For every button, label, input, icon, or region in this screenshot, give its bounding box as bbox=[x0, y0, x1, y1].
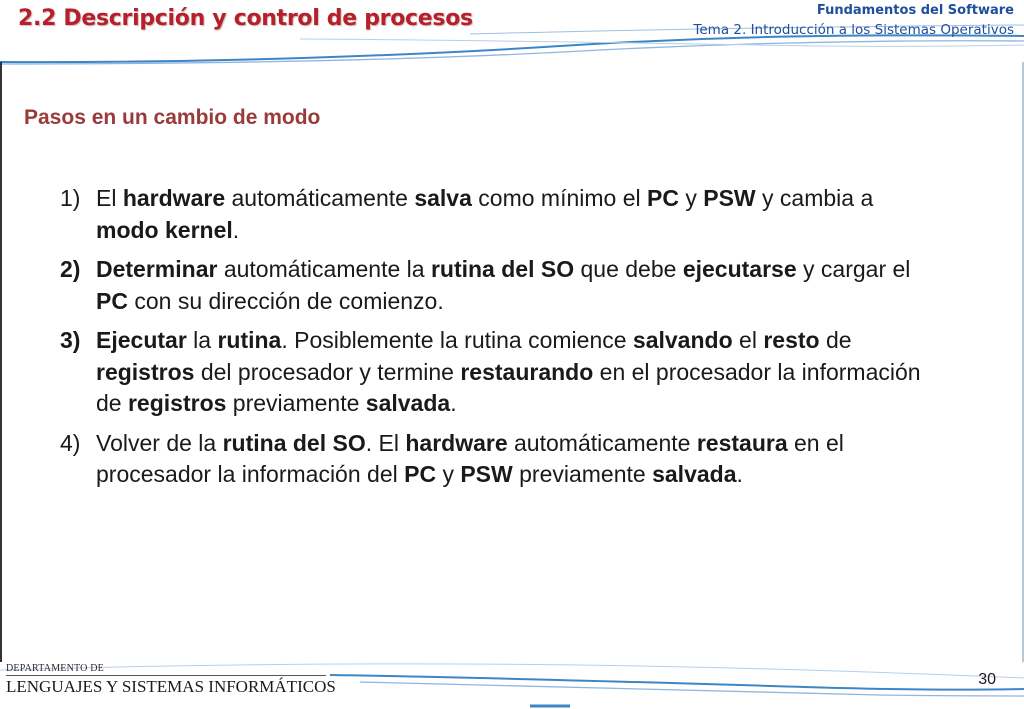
department-divider bbox=[6, 675, 326, 676]
step-text-segment: automáticamente bbox=[507, 429, 697, 456]
step-text-bold: salva bbox=[414, 185, 472, 211]
step-text-segment: de bbox=[819, 327, 852, 353]
step-text-segment: con su dirección de comienzo. bbox=[127, 287, 444, 314]
step-text-segment: en el procesador la información del bbox=[96, 429, 844, 487]
step-text-bold: PSW bbox=[460, 461, 513, 487]
step-text-segment: automáticamente bbox=[225, 185, 415, 211]
step-text-bold: rutina del SO bbox=[430, 256, 575, 282]
slide-title: 2.2 Descripción y control de procesos bbox=[18, 6, 473, 31]
step-text-segment: la bbox=[186, 327, 218, 353]
step-text-bold: PSW bbox=[703, 185, 756, 211]
steps-list bbox=[60, 183, 940, 499]
step-text bbox=[96, 256, 910, 314]
step-text-bold: salvada bbox=[652, 461, 737, 487]
step-text-segment: previamente bbox=[512, 461, 653, 487]
step-text-segment: el bbox=[732, 327, 764, 353]
step-text-bold: restaurando bbox=[460, 358, 594, 385]
step-text-segment: y bbox=[678, 185, 704, 211]
step-text-segment: . El bbox=[365, 429, 406, 456]
step-text-bold: Determinar bbox=[96, 256, 218, 282]
step-text-bold: hardware bbox=[405, 429, 508, 456]
step-text-segment: en el procesador la información de bbox=[96, 358, 921, 416]
step-text-segment: y bbox=[436, 461, 461, 487]
step-text-bold: PC bbox=[404, 461, 437, 487]
step-text-bold: registros bbox=[127, 390, 227, 416]
step-text-bold: PC bbox=[647, 185, 679, 211]
step-text-bold: salvando bbox=[632, 327, 733, 353]
step-text-segment: . bbox=[450, 390, 457, 416]
step-text-segment: Volver de la bbox=[96, 429, 223, 456]
course-topic: Tema 2. Introducción a los Sistemas Operativos bbox=[693, 22, 1014, 38]
step-number: 4) bbox=[60, 429, 81, 456]
step-item bbox=[60, 254, 940, 317]
step-text-bold: PC bbox=[96, 287, 128, 314]
step-text-bold: salvada bbox=[365, 390, 451, 416]
step-number: 2) bbox=[60, 256, 81, 282]
step-text-segment: y cambia a bbox=[755, 185, 874, 211]
step-text-bold: hardware bbox=[122, 185, 226, 211]
step-text-bold: restaura bbox=[696, 429, 788, 456]
step-text-segment: previamente bbox=[226, 390, 366, 416]
step-text-segment: . Posiblemente la rutina comience bbox=[281, 327, 633, 353]
page-number: 30 bbox=[978, 671, 996, 688]
step-text-bold: modo kernel bbox=[96, 216, 233, 243]
step-item bbox=[60, 183, 940, 246]
step-text-segment: y cargar el bbox=[796, 256, 911, 282]
department-name: LENGUAJES Y SISTEMAS INFORMÁTICOS bbox=[6, 677, 336, 696]
step-text-bold: rutina bbox=[217, 327, 282, 353]
step-text-segment: automáticamente la bbox=[217, 256, 431, 282]
step-number: 3) bbox=[60, 327, 81, 353]
step-text-segment: como mínimo el bbox=[471, 185, 647, 211]
step-number: 1) bbox=[60, 185, 81, 211]
step-text-bold: rutina del SO bbox=[222, 429, 366, 456]
step-item bbox=[60, 428, 940, 491]
step-text bbox=[96, 185, 873, 243]
step-text-segment: . bbox=[232, 216, 240, 243]
step-text-segment: que debe bbox=[574, 256, 683, 282]
step-text bbox=[96, 430, 844, 488]
left-border-line bbox=[0, 62, 2, 662]
step-text-bold: resto bbox=[763, 327, 820, 353]
course-name: Fundamentos del Software bbox=[816, 3, 1014, 18]
step-text-segment: del procesador y termine bbox=[194, 358, 461, 385]
step-text-bold: registros bbox=[96, 358, 195, 385]
step-text-bold: ejecutarse bbox=[682, 256, 797, 282]
step-item bbox=[60, 325, 940, 420]
section-subtitle: Pasos en un cambio de modo bbox=[24, 106, 321, 129]
step-text-segment: . bbox=[736, 461, 743, 487]
step-text-segment: El bbox=[96, 185, 123, 211]
step-text bbox=[96, 327, 921, 416]
department-label: DEPARTAMENTO DE bbox=[6, 663, 104, 674]
step-text-bold: Ejecutar bbox=[96, 327, 187, 353]
